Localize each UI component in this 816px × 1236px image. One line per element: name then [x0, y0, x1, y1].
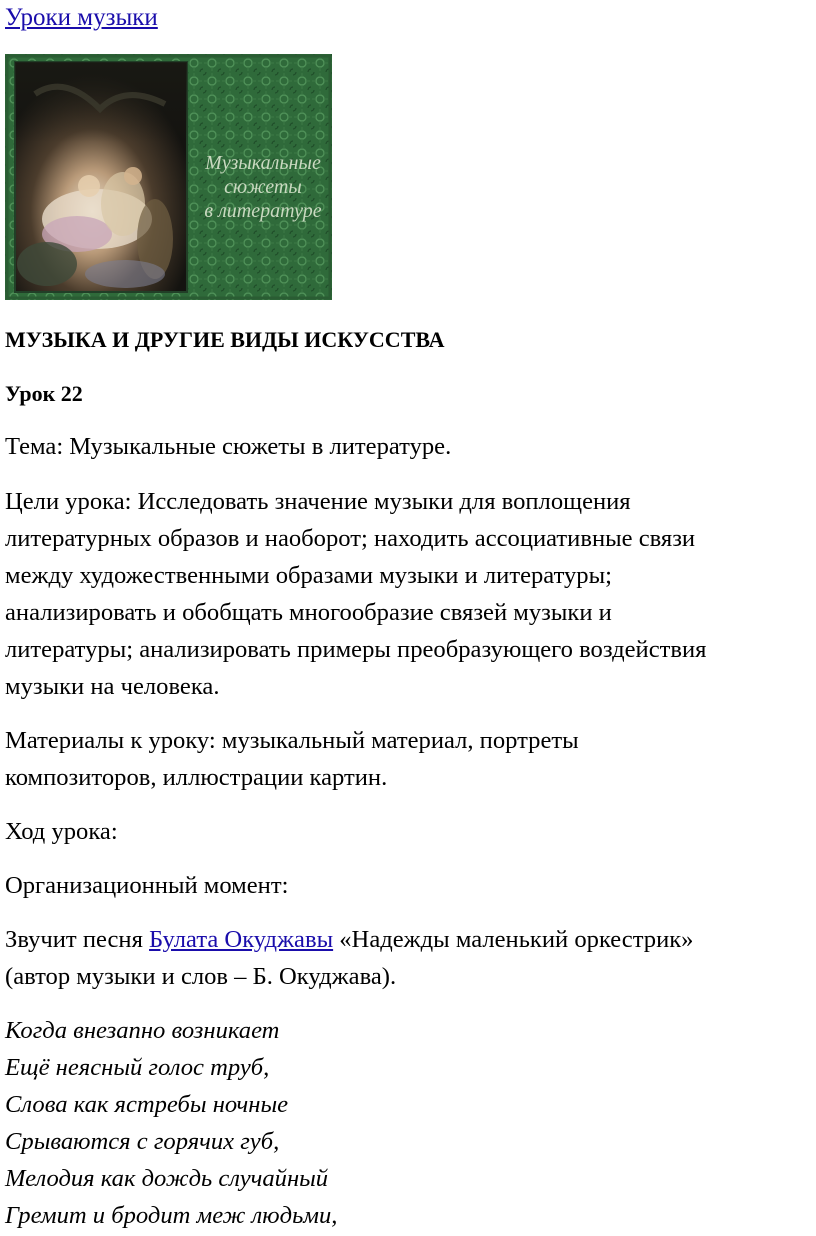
song-paragraph [5, 921, 811, 995]
cover-image [5, 54, 332, 300]
song-line-2: (автор музыки и слов – Б. Окуджава). [5, 963, 397, 990]
cover-title-line-3: в литературе [204, 200, 322, 222]
poem-line: Ещё неясный голос труб, [5, 1054, 270, 1081]
cover-illustration [5, 54, 332, 300]
poem-line: Срываются с горячих губ, [5, 1128, 280, 1155]
goals-line: анализировать и обобщать многообразие связей музыки и [5, 599, 612, 626]
poem-line: Мелодия как дождь случайный [5, 1165, 329, 1192]
poem-block [5, 1012, 337, 1234]
goals-line: Цели урока: Исследовать значение музыки для воплощения [5, 488, 631, 515]
poem-line: Гремит и бродит меж людьми, [5, 1202, 338, 1229]
page-title: МУЗЫКА И ДРУГИЕ ВИДЫ ИСКУССТВА [5, 327, 445, 352]
cover-painting [15, 62, 187, 292]
materials-line: композиторов, иллюстрации картин. [5, 764, 388, 791]
goals-line: литературных образов и наоборот; находить ассоциативные связи [5, 525, 696, 552]
lessons-link[interactable]: Уроки музыки [5, 4, 158, 31]
goals-line: между художественными образами музыки и литературы; [5, 562, 612, 589]
song-line-1 [5, 921, 811, 958]
okudzhava-link[interactable]: Булата Окуджавы [149, 926, 334, 953]
materials-line: Материалы к уроку: музыкальный материал, портреты [5, 727, 579, 754]
materials-paragraph [5, 722, 811, 796]
goals-line: литературы; анализировать примеры преобразующего воздействия [5, 636, 707, 663]
cover-title-line-2: сюжеты [224, 176, 302, 198]
song-prefix: Звучит песня [5, 926, 150, 953]
poem-line: Когда внезапно возникает [5, 1017, 280, 1044]
goals-line: музыки на человека. [5, 673, 220, 700]
topic-text: Тема: Музыкальные сюжеты в литературе. [5, 433, 452, 460]
cover-title-line-1: Музыкальные [205, 152, 321, 174]
goals-paragraph [5, 483, 811, 705]
org-moment-heading: Организационный момент: [5, 872, 289, 899]
song-title: «Надежды маленький оркестрик» [333, 926, 694, 953]
poem-line: Слова как ястребы ночные [5, 1091, 289, 1118]
lesson-number: Урок 22 [5, 381, 83, 406]
lesson-progress-heading: Ход урока: [5, 818, 118, 845]
